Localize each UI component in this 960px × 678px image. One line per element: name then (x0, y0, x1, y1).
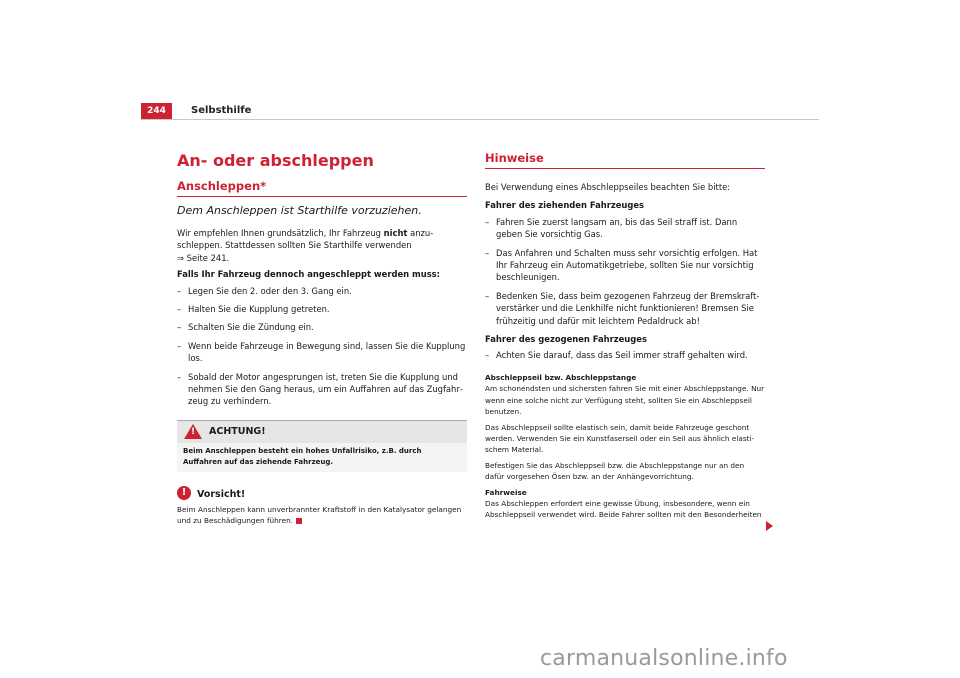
warning-triangle-icon (184, 424, 202, 439)
towed-driver-heading: Fahrer des gezogenen Fahrzeuges (485, 334, 647, 345)
list-item: – Sobald der Motor angesprungen ist, treten Sie die Kupplung und nehmen Sie den Gang heraus, um ein Auffahren auf das Zugfahrzeug zu verhindern. (177, 371, 467, 408)
caution-text: Beim Anschleppen kann unverbrannter Kraftstoff in den Katalysator gelangen und zu Beschädigungen führen. (177, 504, 462, 526)
caution-paragraph (177, 504, 467, 527)
warning-text: Beim Anschleppen besteht ein hohes Unfallrisiko, z.B. durch Auffahren auf das ziehende Fahrzeug. (177, 443, 467, 472)
right-column (485, 150, 765, 525)
intro-emphasis: nicht (383, 228, 408, 238)
list-item: – Bedenken Sie, dass beim gezogenen Fahrzeug der Bremskraftverstärker und die Lenkhilfe nicht funktionieren! Bremsen Sie frühzeitig und dafür mit leichtem Pedaldruck ab! (485, 290, 765, 327)
list-item: – Schalten Sie die Zündung ein. (177, 321, 467, 333)
list-heading: Falls Ihr Fahrzeug dennoch angeschleppt werden muss: (177, 269, 441, 280)
subsection-title-anschleppen: Anschleppen* (177, 178, 467, 197)
caution-header (177, 486, 467, 504)
step-list (177, 285, 467, 408)
subsection-title-hinweise: Hinweise (485, 150, 765, 169)
hinweise-intro: Bei Verwendung eines Abschleppseiles beachten Sie bitte: (485, 182, 731, 192)
warning-header (177, 421, 467, 443)
driving-heading: Fahrweise (485, 487, 527, 497)
intro-text-cont: anzuschleppen. Stattdessen sollten Sie Starthilfe verwenden (177, 228, 434, 251)
towing-driver-list (485, 216, 765, 327)
towing-driver-heading: Fahrer des ziehenden Fahrzeuges (485, 200, 645, 211)
intro-paragraph (177, 227, 467, 264)
end-of-section-icon (296, 518, 302, 524)
watermark: carmanualsonline.info (540, 646, 788, 671)
exclamation-circle-icon: ! (177, 486, 191, 500)
list-item: – Wenn beide Fahrzeuge in Bewegung sind, lassen Sie die Kupplung los. (177, 340, 467, 365)
page-reference-link[interactable]: ⇒ Seite 241. (177, 252, 230, 263)
lead-text: Dem Anschleppen ist Starthilfe vorzuziehen. (177, 204, 422, 217)
list-item: – Achten Sie darauf, dass das Seil immer straff gehalten wird. (485, 349, 765, 361)
caution-title: Vorsicht! (197, 488, 246, 500)
rope-paragraph-2: Das Abschleppseil sollte elastisch sein, damit beide Fahrzeuge geschont werden. Verwenden Sie ein Kunstfaserseil oder ein Seil aus ähnlich elastischem Material. (485, 422, 755, 455)
towed-driver-list (485, 349, 765, 361)
list-item: – Das Anfahren und Schalten muss sehr vorsichtig erfolgen. Hat Ihr Fahrzeug ein Automatikgetriebe, sollten Sie nur vorsichtig beschleunigen. (485, 247, 765, 284)
driving-paragraph: Das Abschleppen erfordert eine gewisse Übung, insbesondere, wenn ein Abschleppseil verwendet wird. Beide Fahrer sollten mit den Besonderheiten (485, 498, 762, 520)
list-item: – Fahren Sie zuerst langsam an, bis das Seil straff ist. Dann geben Sie vorsichtig Gas. (485, 216, 765, 241)
rope-paragraph-3: Befestigen Sie das Abschleppseil bzw. die Abschleppstange nur an den dafür vorgesehen Ösen bzw. an der Anhängevorrichtung. (485, 460, 745, 482)
list-item: – Halten Sie die Kupplung getreten. (177, 303, 467, 315)
caution-note (177, 486, 467, 527)
rope-paragraph-1: Am schonendsten und sichersten fahren Sie mit einer Abschleppstange. Nur wenn eine solche nicht zur Verfügung steht, sollten Sie ein Abschleppseil benutzen. (485, 384, 765, 417)
continue-arrow-icon (766, 521, 773, 531)
warning-title: ACHTUNG! (209, 425, 266, 437)
warning-box (177, 420, 467, 472)
intro-text: Wir empfehlen Ihnen grundsätzlich, Ihr Fahrzeug (177, 228, 384, 238)
list-item: – Legen Sie den 2. oder den 3. Gang ein. (177, 285, 467, 297)
page-header (141, 103, 819, 120)
page-number: 244 (141, 103, 172, 119)
rope-heading: Abschleppseil bzw. Abschleppstange (485, 372, 637, 382)
left-column (177, 150, 467, 531)
section-title: Selbsthilfe (191, 105, 252, 116)
chapter-title: An- oder abschleppen (177, 151, 374, 170)
